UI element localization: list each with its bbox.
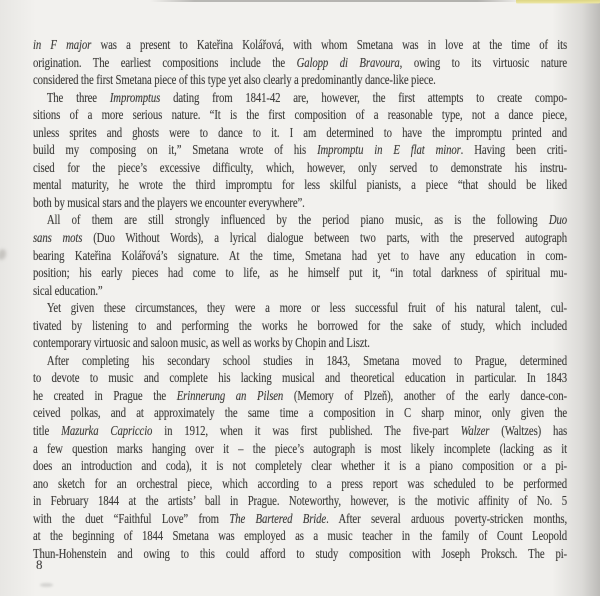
- text-line: [33, 247, 567, 265]
- text: (Waltzes) has: [489, 423, 568, 439]
- text-line: [33, 36, 567, 54]
- text-line: [33, 54, 567, 72]
- text: All of them are still strongly influenced by the period piano music, as is the following: [46, 212, 549, 228]
- text-line: [33, 352, 567, 370]
- paragraph: [33, 36, 567, 89]
- text: he created in Prague the: [33, 387, 177, 403]
- text-line: [33, 527, 567, 545]
- scan-top-edge-line: [150, 0, 522, 2]
- italic-text: Mazurka Capriccio: [61, 423, 153, 439]
- text-line: [33, 176, 567, 194]
- italic-text: Impromptus: [109, 89, 161, 105]
- text: ceived polkas, and at approximately the same time a composition in C sharp minor, only given the: [33, 405, 568, 421]
- paragraph: [33, 352, 567, 563]
- italic-text: sans mots: [33, 230, 83, 246]
- italic-text: The Bartered Bride: [229, 510, 327, 526]
- text-line: [33, 89, 567, 107]
- text: in 1912, when it was first published. The five-part: [152, 423, 461, 439]
- text: contemporary virtuosic and saloon music, as well as works by Chopin and Liszt.: [33, 335, 370, 351]
- text: mental maturity, he wrote the third impromptu for less skilful pianists, a piece “that should be liked: [33, 177, 568, 193]
- text: tivated by listening to and performing the works he borrowed for the sake of study, which included: [33, 317, 568, 333]
- text: ano sketch for an orchestral piece, which according to a press report was scheduled to be performed: [33, 475, 568, 491]
- text-line: [33, 264, 567, 282]
- text-line: [33, 299, 567, 317]
- text: After completing his secondary school studies in 1843, Smetana moved to Prague, determined: [46, 352, 568, 368]
- text: a few question marks hanging over it – the piece’s autograph is most likely incomplete (lacking as it: [33, 440, 568, 456]
- text: considered the first Smetana piece of this type yet also clearly a predominantly dance-like piece.: [33, 72, 436, 88]
- text-line: [33, 71, 567, 89]
- text: at the beginning of 1844 Smetana was employed as a music teacher in the family of Count Leopold: [33, 528, 568, 544]
- text: sitions of a more serious nature. “It is the first composition of a reasonable type, not a dance piece,: [33, 107, 568, 123]
- paragraph: [33, 299, 567, 352]
- text: . After several arduous poverty-stricken months,: [326, 510, 568, 526]
- text-line: [33, 475, 567, 493]
- page-number: 8: [36, 557, 43, 572]
- text: both by musical stars and the players we encounter everywhere”.: [33, 194, 305, 210]
- text-line: [33, 387, 567, 405]
- text: . Having been criti-: [460, 142, 568, 158]
- italic-text: Galopp di Bravoura: [296, 54, 400, 70]
- text: , owing to its virtuosic nature: [399, 54, 568, 70]
- text: Thun-Hohenstein and owing to this could afford to study composition with Joseph Proksch. The pi-: [33, 545, 568, 561]
- text: title: [33, 423, 62, 439]
- text-line: [33, 124, 567, 142]
- text: was a present to Kateřina Kolářová, with whom Smetana was in love at the time of its: [91, 37, 568, 52]
- text-line: [33, 334, 567, 352]
- italic-text: Impromptu in E flat minor: [317, 142, 461, 158]
- paper-smudge: [40, 583, 53, 587]
- text: The three: [46, 89, 110, 105]
- text: to devote to music and complete his lacking musical and theoretical education in particular. In 1843: [33, 370, 568, 386]
- text: bearing Kateřina Kolářová’s signature. At the time, Smetana had yet to have any education in com-: [33, 247, 568, 263]
- italic-text: in F major: [33, 37, 92, 52]
- text: cised for the piece’s excessive difficulty, which, however, only served to demonstrate his instru-: [33, 159, 568, 175]
- paragraph: [33, 89, 567, 212]
- text-line: [33, 545, 567, 563]
- italic-text: Walzer: [460, 423, 490, 439]
- adjacent-page-edge-strip: [516, 0, 600, 4]
- text-line: [33, 440, 567, 458]
- text-line: [33, 159, 567, 177]
- text-line: [33, 492, 567, 510]
- text-line: [33, 404, 567, 422]
- text: build my composing on it,” Smetana wrote of his: [33, 142, 318, 158]
- text: position; his early pieces had come to life, as he himself put it, “in total darkness of spiritual mu-: [33, 265, 568, 281]
- text-line: [33, 282, 567, 300]
- text: does an introduction and coda), it is not completely clear whether it is a piano composition or a pi-: [33, 458, 568, 474]
- paragraph: [33, 211, 567, 299]
- text-line: [33, 229, 567, 247]
- text-line: [33, 422, 567, 440]
- text-line: [33, 317, 567, 335]
- text: unless sprites and ghosts were to dance to it. I am determined to have the impromptu printed and: [33, 124, 568, 140]
- paper-smudge: [0, 248, 8, 261]
- text: with the duet “Faithful Love” from: [33, 510, 230, 526]
- text: dating from 1841-42 are, however, the first attempts to create compo-: [160, 89, 568, 105]
- text: (Memory of Plzeň), another of the early dance-con-: [283, 387, 568, 403]
- text-line: [33, 211, 567, 229]
- text: (Duo Without Words), a lyrical dialogue between two parts, with the preserved autograph: [82, 230, 568, 246]
- text: sical education.”: [33, 282, 103, 298]
- text: origination. The earliest compositions include the: [33, 54, 297, 70]
- text-line: [33, 369, 567, 387]
- italic-text: Duo: [548, 212, 568, 228]
- text-line: [33, 106, 567, 124]
- text-line: [33, 510, 567, 528]
- italic-text: Erinnerung an Pilsen: [176, 387, 284, 403]
- text: Yet given these circumstances, they were a more or less successful fruit of his natural talent, cul-: [46, 300, 568, 316]
- text-block: [33, 36, 567, 562]
- text-line: [33, 457, 567, 475]
- text-line: [33, 141, 567, 159]
- text: in February 1844 at the artists’ ball in Prague. Noteworthy, however, is the motivic affinity of No. 5: [33, 493, 568, 509]
- text-line: [33, 194, 567, 212]
